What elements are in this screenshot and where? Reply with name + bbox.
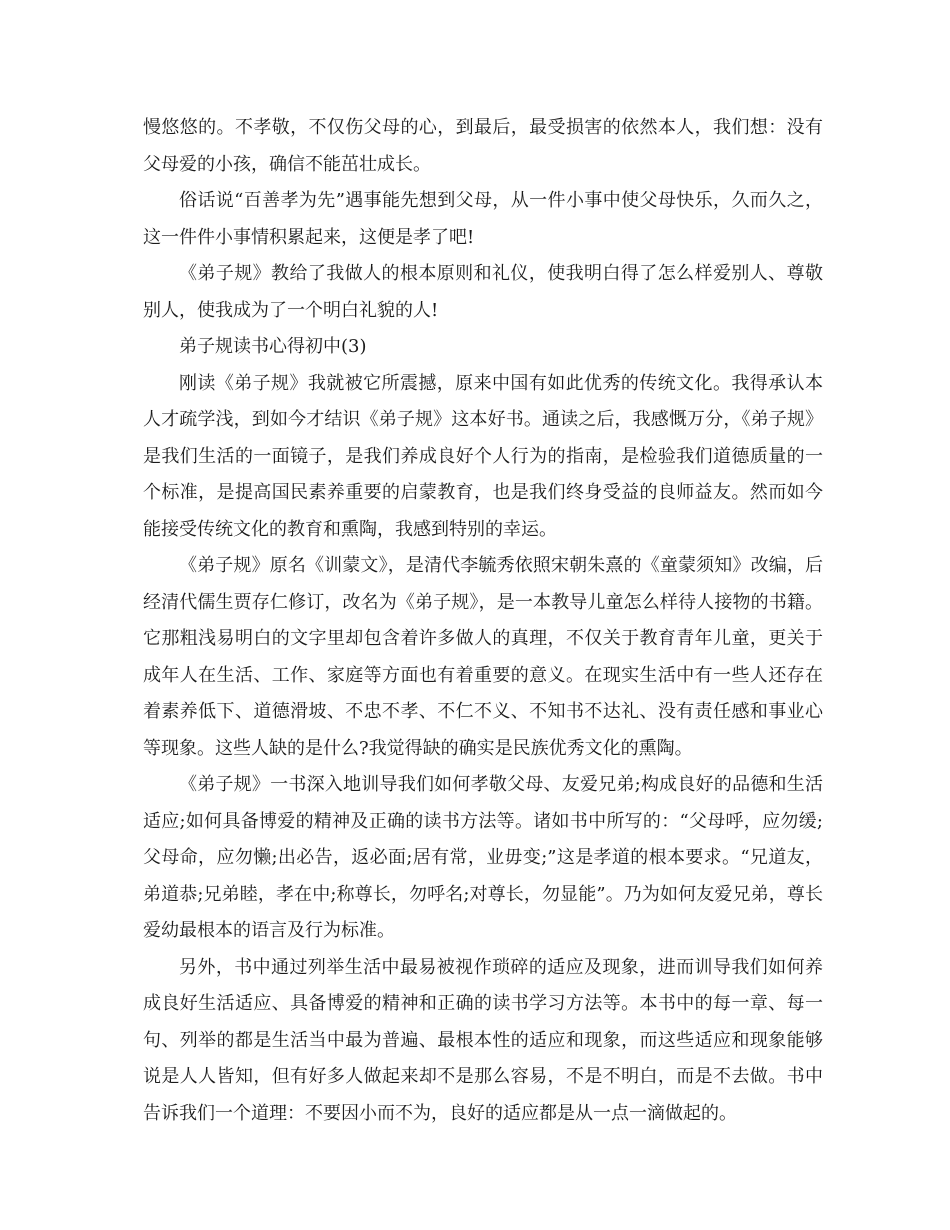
paragraph-habits: 另外，书中通过列举生活中最易被视作琐碎的适应及现象，进而训导我们如何养成良好生活适应、具备博爱的精神和正确的读书学习方法等。本书中的每一章、每一句、列举的都是生活当中最为普遍、最根本性的适应和现象，而这些适应和现象能够说是人人皆知，但有好多人做起来却不是那么容易，不是不明白，而是不去做。书中告诉我们一个道理：不要因小而不为，良好的适应都是从一点一滴做起的。 xyxy=(143,956,823,1124)
document-body xyxy=(143,110,823,1132)
paragraph-origin: 《弟子规》原名《训蒙文》，是清代李毓秀依照宋朝朱熹的《童蒙须知》改编，后经清代儒生贾存仁修订，改名为《弟子规》，是一本教导儿童怎么样待人接物的书籍。它那粗浅易明白的文字里却包含着许多做人的真理，不仅关于教育青年儿童，更关于成年人在生活、工作、家庭等方面也有着重要的意义。在现实生活中有一些人还存在着素养低下、道德滑坡、不忠不孝、不仁不义、不知书不达礼、没有责任感和事业心等现象。这些人缺的是什么?我觉得缺的确实是民族优秀文化的熏陶。 xyxy=(143,555,823,759)
paragraph-continuation: 慢悠悠的。不孝敬，不仅伤父母的心，到最后，最受损害的依然本人，我们想：没有父母爱的小孩，确信不能茁壮成长。 xyxy=(143,117,823,175)
section-heading: 弟子规读书心得初中(3) xyxy=(179,336,367,357)
paragraph-filial-piety: 俗话说“百善孝为先”遇事能先想到父母，从一件小事中使父母快乐，久而久之，这一件件小事情积累起来，这便是孝了吧! xyxy=(143,190,823,248)
paragraph-first-reading: 刚读《弟子规》我就被它所震撼，原来中国有如此优秀的传统文化。我得承认本人才疏学浅，到如今才结识《弟子规》这本好书。通读之后，我感慨万分，《弟子规》是我们生活的一面镜子，是我们养成良好个人行为的指南，是检验我们道德质量的一个标准，是提高国民素养重要的启蒙教育，也是我们终身受益的良师益友。然而如今能接受传统文化的教育和熏陶，我感到特别的幸运。 xyxy=(143,372,823,540)
paragraph-teachings: 《弟子规》一书深入地训导我们如何孝敬父母、友爱兄弟;构成良好的品德和生活适应;如何具备博爱的精神及正确的读书方法等。诸如书中所写的：“父母呼，应勿缓;父母命，应勿懒;出必告，返必面;居有常，业毋变;”这是孝道的根本要求。“兄道友，弟道恭;兄弟睦，孝在中;称尊长，勿呼名;对尊长，勿显能”。乃为如何友爱兄弟，尊长爱幼最根本的语言及行为标准。 xyxy=(143,774,823,941)
paragraph-dizigui-lessons: 《弟子规》教给了我做人的根本原则和礼仪，使我明白得了怎么样爱别人、尊敬别人，使我成为了一个明白礼貌的人! xyxy=(143,263,823,321)
